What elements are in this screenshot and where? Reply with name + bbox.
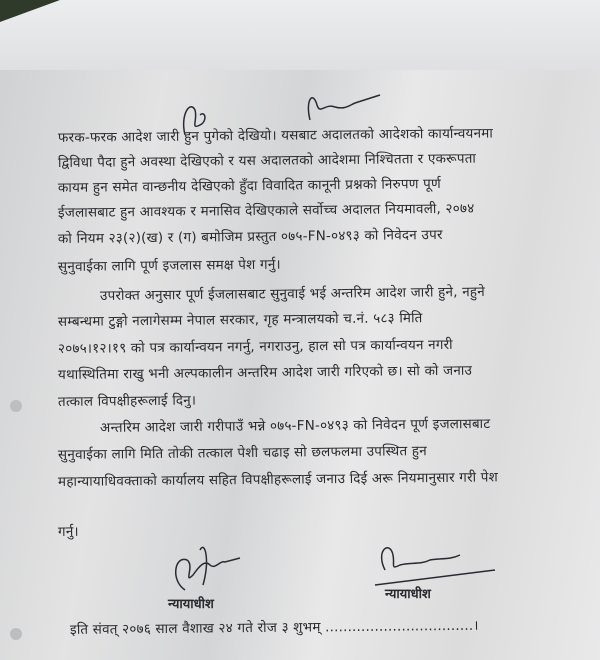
text-line: महान्यायाधिवक्ताको कार्यालय सहित विपक्षीहरूलाई जनाउ दिई अरू नियमानुसार गरी पेश — [57, 469, 499, 490]
footer-date-line: इति संवत् २०७६ साल वैशाख २४ गते रोज ३ शुभम् .................................। — [69, 617, 479, 638]
text-line: सुनुवाईका लागि पूर्ण इजलास समक्ष पेश गर्नु। — [57, 256, 281, 275]
text-line: को नियम २३(२)(ख) र (ग) बमोजिम प्रस्तुत ०७५-FN-०४९३ को निवेदन उपर — [57, 226, 443, 247]
text-line: फरक-फरक आदेश जारी हुन पुगेको देखियो। यसबाट अदालतको आदेशको कार्यान्वयनमा — [57, 125, 494, 146]
punch-hole — [10, 400, 22, 412]
text-line: ईजलासबाट हुन आवश्यक र मनासिव देखिएकाले सर्वोच्च अदालत नियमावली, २०७४ — [57, 200, 475, 221]
text-line: द्विविधा पैदा हुने अवस्था देखिएको र यस अदालतको आदेशमा निश्चितता र एकरूपता — [57, 150, 477, 171]
text-line: अन्तरिम आदेश जारी गरीपाउँ भन्ने ०७५-FN-०४९३ को निवेदन पूर्ण इजलासबाट — [99, 415, 491, 436]
right-judge-label: न्यायाधीश — [385, 587, 431, 602]
initial-signature-2 — [295, 85, 385, 130]
left-judge-signature — [165, 540, 245, 595]
punch-hole — [10, 628, 22, 640]
text-line: गर्नु। — [57, 523, 79, 540]
text-line: सुनुवाईका लागि मिति तोकी तत्काल पेशी चढाइ सो छलफलमा उपस्थित हुन — [57, 443, 427, 463]
background-corner — [0, 0, 60, 22]
text-line: सम्बन्धमा टुङ्गो नलागेसम्म नेपाल सरकार, गृह मन्त्रालयको च.नं. ५८३ मिति — [57, 310, 423, 330]
text-line: २०७५।१२।१९ को पत्र कार्यान्वयन नगर्नु, नगराउनु, हाल सो पत्र कार्यान्वयन नगरी — [57, 336, 453, 357]
left-judge-label: न्यायाधीश — [168, 597, 214, 612]
text-line: कायम हुन समेत वान्छनीय देखिएको हुँदा विवादित कानूनी प्रश्नको निरुपण पूर्ण — [57, 175, 442, 196]
right-judge-signature — [365, 540, 500, 590]
text-line: यथास्थितिमा राखु भनी अल्पकालीन अन्तरिम आदेश जारी गरिएको छ। सो को जनाउ — [57, 362, 473, 383]
text-line: उपरोक्त अनुसार पूर्ण ईजलासबाट सुनुवाई भई अन्तरिम आदेश जारी हुने, नहुने — [99, 283, 486, 304]
text-line: तत्काल विपक्षीहरूलाई दिनु। — [57, 392, 197, 410]
paper-fold — [0, 0, 600, 70]
